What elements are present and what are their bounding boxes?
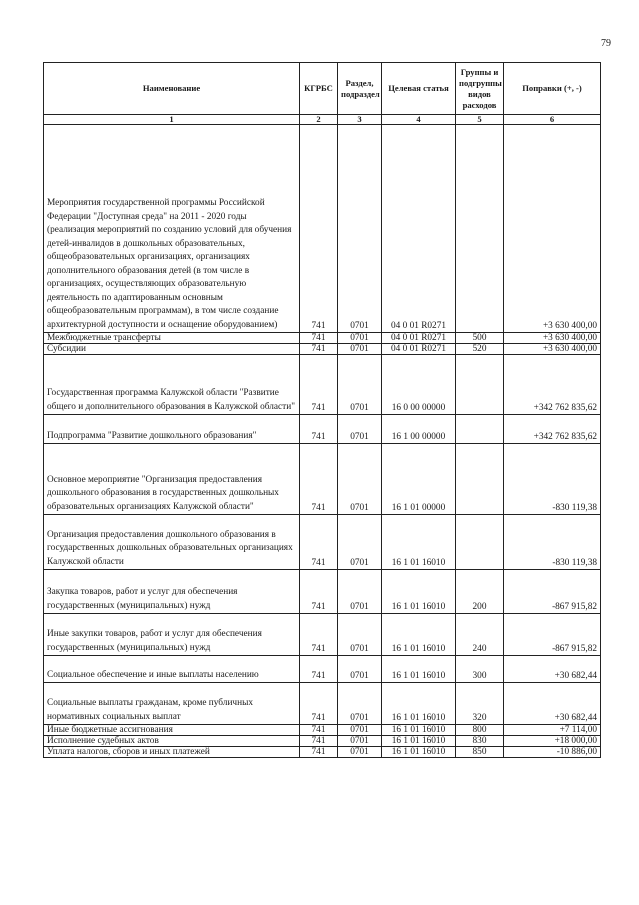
header-name: Наименование bbox=[44, 63, 300, 115]
row-section: 0701 bbox=[338, 656, 382, 683]
row-kgrbs: 741 bbox=[300, 736, 338, 747]
row-target: 04 0 01 R0271 bbox=[382, 125, 456, 333]
row-section: 0701 bbox=[338, 725, 382, 736]
row-kgrbs: 741 bbox=[300, 444, 338, 515]
row-name: Уплата налогов, сборов и иных платежей bbox=[44, 747, 300, 758]
row-section: 0701 bbox=[338, 683, 382, 725]
row-name: Государственная программа Калужской области "Развитие общего и дополнительного образования в Калужской области" bbox=[44, 355, 300, 415]
row-amount: +342 762 835,62 bbox=[504, 415, 601, 444]
row-amount: -830 119,38 bbox=[504, 444, 601, 515]
row-section: 0701 bbox=[338, 614, 382, 656]
row-group: 200 bbox=[456, 570, 504, 614]
table-row bbox=[44, 333, 601, 344]
row-section: 0701 bbox=[338, 355, 382, 415]
row-group: 520 bbox=[456, 344, 504, 355]
row-group: 830 bbox=[456, 736, 504, 747]
row-kgrbs: 741 bbox=[300, 656, 338, 683]
row-group: 300 bbox=[456, 656, 504, 683]
table-row bbox=[44, 656, 601, 683]
row-section: 0701 bbox=[338, 344, 382, 355]
row-group bbox=[456, 125, 504, 333]
row-amount: +30 682,44 bbox=[504, 683, 601, 725]
header-section: Раздел, подраздел bbox=[338, 63, 382, 115]
column-number: 6 bbox=[504, 115, 601, 125]
row-kgrbs: 741 bbox=[300, 570, 338, 614]
row-group bbox=[456, 444, 504, 515]
row-amount: +342 762 835,62 bbox=[504, 355, 601, 415]
row-target: 16 1 01 16010 bbox=[382, 683, 456, 725]
row-amount: -867 915,82 bbox=[504, 614, 601, 656]
row-target: 16 1 01 16010 bbox=[382, 736, 456, 747]
row-kgrbs: 741 bbox=[300, 747, 338, 758]
header-target: Целевая статья bbox=[382, 63, 456, 115]
row-section: 0701 bbox=[338, 736, 382, 747]
column-number: 1 bbox=[44, 115, 300, 125]
row-target: 04 0 01 R0271 bbox=[382, 333, 456, 344]
row-kgrbs: 741 bbox=[300, 344, 338, 355]
table-row bbox=[44, 415, 601, 444]
row-kgrbs: 741 bbox=[300, 415, 338, 444]
header-group: Группы и подгруппы видов расходов bbox=[456, 63, 504, 115]
row-target: 16 1 01 16010 bbox=[382, 614, 456, 656]
table-row bbox=[44, 570, 601, 614]
row-name: Социальные выплаты гражданам, кроме публичных нормативных социальных выплат bbox=[44, 683, 300, 725]
row-section: 0701 bbox=[338, 333, 382, 344]
row-target: 16 1 01 00000 bbox=[382, 444, 456, 515]
row-kgrbs: 741 bbox=[300, 333, 338, 344]
row-amount: +3 630 400,00 bbox=[504, 333, 601, 344]
row-name: Основное мероприятие "Организация предоставления дошкольного образования в государственных дошкольных образовательных организациях Калужской области" bbox=[44, 444, 300, 515]
row-target: 04 0 01 R0271 bbox=[382, 344, 456, 355]
row-target: 16 0 00 00000 bbox=[382, 355, 456, 415]
row-kgrbs: 741 bbox=[300, 125, 338, 333]
table-row bbox=[44, 125, 601, 333]
row-name: Субсидии bbox=[44, 344, 300, 355]
row-kgrbs: 741 bbox=[300, 683, 338, 725]
table-row bbox=[44, 515, 601, 570]
header-amendments: Поправки (+, -) bbox=[504, 63, 601, 115]
row-name: Межбюджетные трансферты bbox=[44, 333, 300, 344]
table-row bbox=[44, 444, 601, 515]
row-kgrbs: 741 bbox=[300, 355, 338, 415]
row-section: 0701 bbox=[338, 570, 382, 614]
row-group: 800 bbox=[456, 725, 504, 736]
table-row bbox=[44, 683, 601, 725]
row-target: 16 1 00 00000 bbox=[382, 415, 456, 444]
row-section: 0701 bbox=[338, 415, 382, 444]
row-kgrbs: 741 bbox=[300, 725, 338, 736]
row-name: Организация предоставления дошкольного образования в государственных дошкольных образовательных организациях Калужской области bbox=[44, 515, 300, 570]
table-row bbox=[44, 344, 601, 355]
row-group bbox=[456, 355, 504, 415]
table-row bbox=[44, 725, 601, 736]
row-section: 0701 bbox=[338, 515, 382, 570]
row-target: 16 1 01 16010 bbox=[382, 725, 456, 736]
row-group: 850 bbox=[456, 747, 504, 758]
row-group bbox=[456, 415, 504, 444]
row-section: 0701 bbox=[338, 747, 382, 758]
table-row bbox=[44, 355, 601, 415]
row-name: Мероприятия государственной программы Российской Федерации "Доступная среда" на 2011 - 2020 годы (реализация мероприятий по созданию условий для обучения детей-инвалидов в дошкольных образовательных, общеобразовательных организациях, организациях дополнительного образования детей (в том числе в организациях, осуществляющих образовательную деятельность по адаптированным основным общеобразовательным программам), в том числе создание архитектурной доступности и оснащение оборудованием) bbox=[44, 125, 300, 333]
row-group bbox=[456, 515, 504, 570]
row-name: Подпрограмма "Развитие дошкольного образования" bbox=[44, 415, 300, 444]
table-row bbox=[44, 747, 601, 758]
row-group: 500 bbox=[456, 333, 504, 344]
row-name: Иные бюджетные ассигнования bbox=[44, 725, 300, 736]
budget-amendments-table bbox=[43, 62, 601, 758]
row-target: 16 1 01 16010 bbox=[382, 570, 456, 614]
page-number: 79 bbox=[601, 38, 611, 49]
row-target: 16 1 01 16010 bbox=[382, 515, 456, 570]
row-amount: -867 915,82 bbox=[504, 570, 601, 614]
row-target: 16 1 01 16010 bbox=[382, 656, 456, 683]
column-number: 4 bbox=[382, 115, 456, 125]
row-section: 0701 bbox=[338, 125, 382, 333]
row-amount: +7 114,00 bbox=[504, 725, 601, 736]
row-name: Иные закупки товаров, работ и услуг для обеспечения государственных (муниципальных) нужд bbox=[44, 614, 300, 656]
row-group: 240 bbox=[456, 614, 504, 656]
row-amount: -830 119,38 bbox=[504, 515, 601, 570]
row-amount: +18 000,00 bbox=[504, 736, 601, 747]
header-kgrbs: КГРБС bbox=[300, 63, 338, 115]
row-name: Социальное обеспечение и иные выплаты населению bbox=[44, 656, 300, 683]
row-name: Исполнение судебных актов bbox=[44, 736, 300, 747]
row-target: 16 1 01 16010 bbox=[382, 747, 456, 758]
table-row bbox=[44, 614, 601, 656]
row-amount: +3 630 400,00 bbox=[504, 344, 601, 355]
row-amount: +3 630 400,00 bbox=[504, 125, 601, 333]
column-number: 3 bbox=[338, 115, 382, 125]
column-number: 5 bbox=[456, 115, 504, 125]
row-group: 320 bbox=[456, 683, 504, 725]
row-amount: -10 886,00 bbox=[504, 747, 601, 758]
column-number: 2 bbox=[300, 115, 338, 125]
row-name: Закупка товаров, работ и услуг для обеспечения государственных (муниципальных) нужд bbox=[44, 570, 300, 614]
table-row bbox=[44, 736, 601, 747]
row-kgrbs: 741 bbox=[300, 515, 338, 570]
row-amount: +30 682,44 bbox=[504, 656, 601, 683]
row-section: 0701 bbox=[338, 444, 382, 515]
row-kgrbs: 741 bbox=[300, 614, 338, 656]
